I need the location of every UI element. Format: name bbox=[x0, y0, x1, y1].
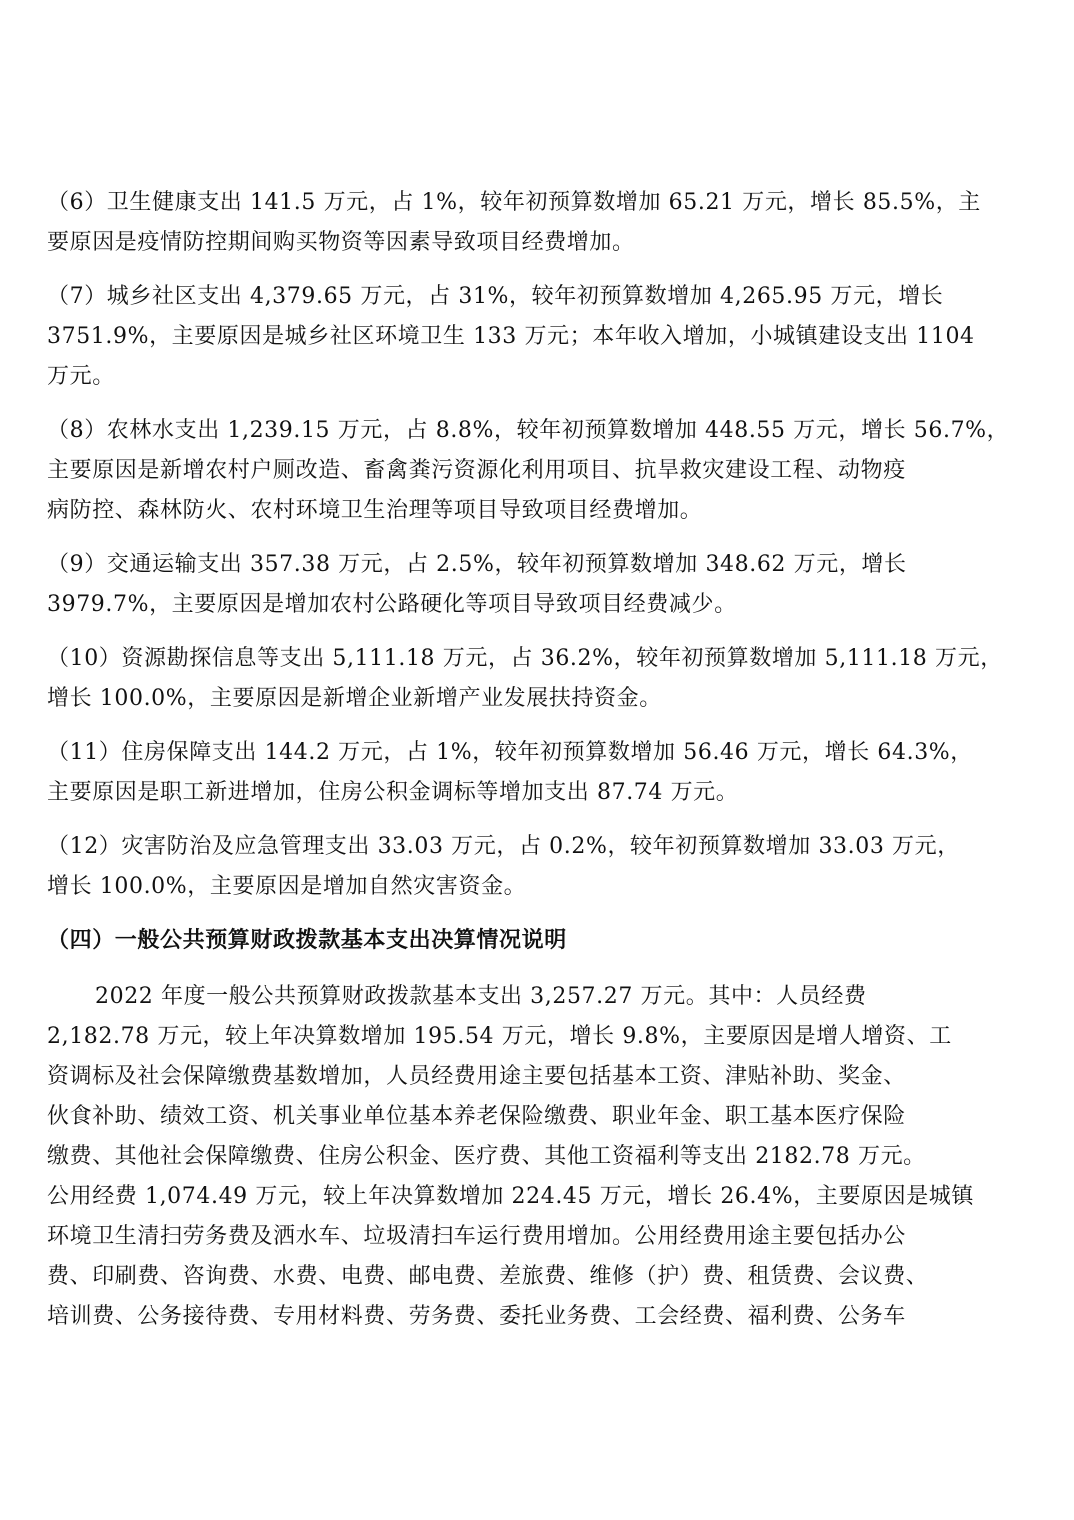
paragraph-agriculture-forestry-water-expenditure bbox=[47, 411, 1037, 531]
text-line: 2022 年度一般公共预算财政拨款基本支出 3,257.27 万元。其中：人员经费 bbox=[95, 984, 867, 1009]
text-line: 环境卫生清扫劳务费及洒水车、垃圾清扫车运行费用增加。公用经费用途主要包括办公 bbox=[47, 1224, 906, 1249]
paragraph-disaster-prevention-expenditure bbox=[47, 827, 1037, 907]
text-line: （6）卫生健康支出 141.5 万元，占 1%，较年初预算数增加 65.21 万元，增长 85.5%，主 bbox=[47, 190, 981, 215]
text-line: 万元。 bbox=[47, 364, 115, 389]
text-line: 伙食补助、绩效工资、机关事业单位基本养老保险缴费、职业年金、职工基本医疗保险 bbox=[47, 1104, 906, 1129]
text-line: （9）交通运输支出 357.38 万元，占 2.5%，较年初预算数增加 348.62 万元，增长 bbox=[47, 552, 907, 577]
paragraph-housing-security-expenditure bbox=[47, 733, 1037, 813]
text-line: 主要原因是新增农村户厕改造、畜禽粪污资源化利用项目、抗旱救灾建设工程、动物疫 bbox=[47, 458, 906, 483]
text-line: 缴费、其他社会保障缴费、住房公积金、医疗费、其他工资福利等支出 2182.78 万元。 bbox=[47, 1144, 926, 1169]
text-line: 资调标及社会保障缴费基数增加，人员经费用途主要包括基本工资、津贴补助、奖金、 bbox=[47, 1064, 906, 1089]
text-line: 病防控、森林防火、农村环境卫生治理等项目导致项目经费增加。 bbox=[47, 498, 703, 523]
paragraph-resource-exploration-expenditure bbox=[47, 639, 1037, 719]
text-line: （10）资源勘探信息等支出 5,111.18 万元，占 36.2%，较年初预算数增加 5,111.18 万元， bbox=[47, 646, 1003, 671]
text-line: 培训费、公务接待费、专用材料费、劳务费、委托业务费、工会经费、福利费、公务车 bbox=[47, 1304, 906, 1329]
text-line: 主要原因是职工新进增加，住房公积金调标等增加支出 87.74 万元。 bbox=[47, 780, 739, 805]
section-heading: （四）一般公共预算财政拨款基本支出决算情况说明 bbox=[47, 928, 567, 953]
text-line: 公用经费 1,074.49 万元，较上年决算数增加 224.45 万元，增长 26.4%，主要原因是城镇 bbox=[47, 1184, 975, 1209]
text-line: 要原因是疫情防控期间购买物资等因素导致项目经费增加。 bbox=[47, 230, 635, 255]
text-line: （12）灾害防治及应急管理支出 33.03 万元，占 0.2%，较年初预算数增加 33.03 万元， bbox=[47, 834, 960, 859]
text-line: 增长 100.0%，主要原因是新增企业新增产业发展扶持资金。 bbox=[47, 686, 662, 711]
paragraph-urban-rural-community-expenditure bbox=[47, 277, 1037, 397]
paragraph-transportation-expenditure bbox=[47, 545, 1037, 625]
text-line: （7）城乡社区支出 4,379.65 万元，占 31%，较年初预算数增加 4,265.95 万元，增长 bbox=[47, 284, 944, 309]
paragraph-basic-expenditure bbox=[47, 977, 1037, 1337]
paragraph-health-expenditure bbox=[47, 183, 1037, 263]
text-line: 增长 100.0%，主要原因是增加自然灾害资金。 bbox=[47, 874, 527, 899]
text-line: 3979.7%，主要原因是增加农村公路硬化等项目导致项目经费减少。 bbox=[47, 592, 737, 617]
text-line: 3751.9%，主要原因是城乡社区环境卫生 133 万元；本年收入增加，小城镇建设支出 1104 bbox=[47, 324, 975, 349]
text-line: （11）住房保障支出 144.2 万元，占 1%，较年初预算数增加 56.46 万元，增长 64.3%， bbox=[47, 740, 973, 765]
text-line: 2,182.78 万元，较上年决算数增加 195.54 万元，增长 9.8%，主要原因是增人增资、工 bbox=[47, 1024, 952, 1049]
text-line: 费、印刷费、咨询费、水费、电费、邮电费、差旅费、维修（护）费、租赁费、会议费、 bbox=[47, 1264, 929, 1289]
text-line: （8）农林水支出 1,239.15 万元，占 8.8%，较年初预算数增加 448.55 万元，增长 56.7%， bbox=[47, 418, 1010, 443]
